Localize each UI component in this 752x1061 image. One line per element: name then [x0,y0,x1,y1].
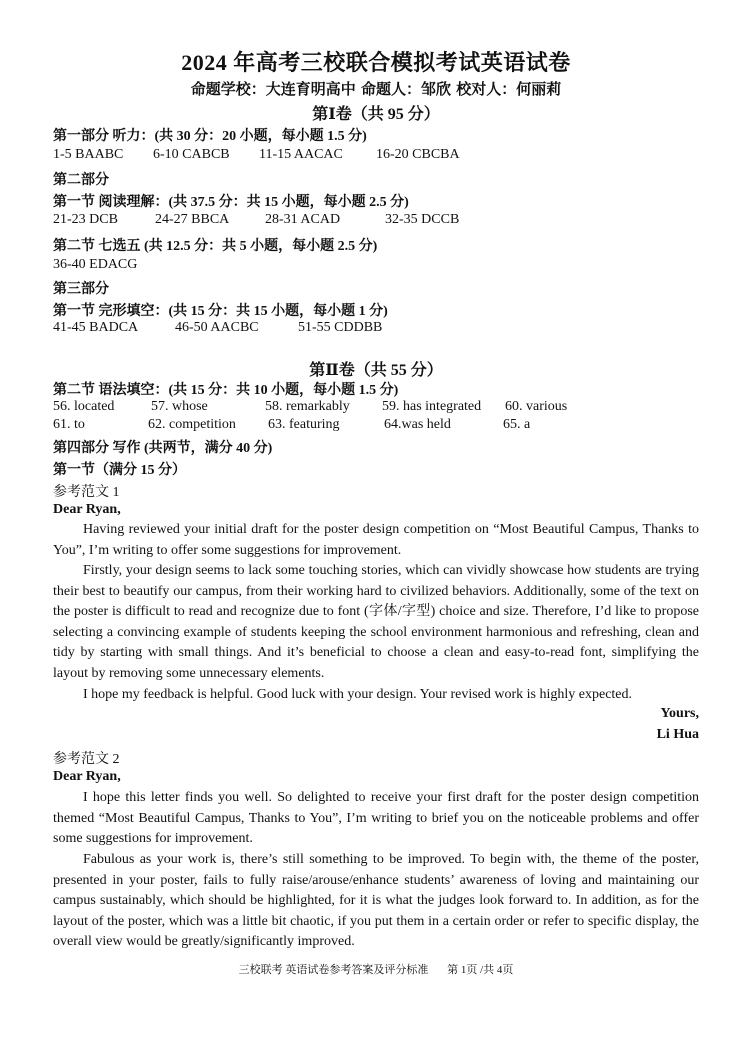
answer-group: 21-23 DCB [53,212,118,227]
grammar-answer: 59. has integrated [382,399,482,414]
sample1-closing: Yours, [660,706,699,721]
answer-group: 24-27 BBCA [155,212,230,227]
answer-group: 46-50 AACBC [175,320,259,335]
answer-group: 51-55 CDDBB [298,320,383,335]
sample2-greeting: Dear Ryan, [53,769,121,784]
footer-text: 三校联考 英语试卷参考答案及评分标准 [238,964,429,976]
page-subtitle: 命题学校：大连育明高中 命题人：邹欣 校对人：何丽莉 [190,80,562,98]
grammar-answer: 60. various [505,399,568,414]
part1-heading: 第一部分 听力：(共 30 分：20 小题，每小题 1.5 分) [53,129,367,144]
part3-heading: 第三部分 [53,282,109,297]
grammar-answer: 58. remarkably [265,399,350,414]
grammar-answer: 56. located [53,399,115,414]
sample1-paragraph [53,561,699,685]
grammar-heading: 第二节 语法填空：(共 15 分：共 10 小题，每小题 1.5 分) [53,383,399,398]
volume-2-heading: 第Ⅱ卷（共 55 分） [309,362,443,379]
sample1-label: 参考范文 1 [53,485,120,500]
paragraph-text: Fabulous as your work is, there’s still something to be improved. To begin with, the theme of the poster, presented in your poster, fails to fully raise/arouse/enhance students’ awareness of loving and maintaining our campus sustainably, which should be highlighted, for it is what the judges look forward to. In addition, as for the layout of the poster, which was a little bit chaotic, if you put them in a certain order or refer to specific display, the overall view would be greatly/significantly improved. [53,852,699,950]
part2-heading: 第二部分 [53,173,109,188]
answer-group: 36-40 EDACG [53,257,138,272]
sample2-label: 参考范文 2 [53,752,120,767]
sample2-paragraph [53,788,699,850]
sample1-signature: Li Hua [656,727,699,742]
seven-choose-five-heading: 第二节 七选五 (共 12.5 分：共 5 小题，每小题 2.5 分) [53,239,378,254]
answer-group: 6-10 CABCB [153,147,230,162]
answer-group: 41-45 BADCA [53,320,139,335]
grammar-answer: 64.was held [384,417,451,432]
sample2-paragraph [53,850,699,953]
grammar-answer: 63. featuring [268,417,340,432]
paragraph-text: Having reviewed your initial draft for the poster design competition on “Most Beautiful Campus, Thanks to You”, I’m writing to offer some suggestions for improvement. [53,522,699,558]
part4-heading: 第四部分 写作 (共两节，满分 40 分) [53,441,273,456]
grammar-answer: 57. whose [151,399,208,414]
page-title: 2024 年高考三校联合模拟考试英语试卷 [181,50,571,75]
sample1-greeting: Dear Ryan, [53,502,121,517]
reading-heading: 第一节 阅读理解：(共 37.5 分：共 15 小题，每小题 2.5 分) [53,195,409,210]
volume-1-heading: 第Ⅰ卷（共 95 分） [312,106,440,123]
cloze-heading: 第一节 完形填空：(共 15 分：共 15 小题，每小题 1 分) [53,304,388,319]
answer-group: 11-15 AACAC [259,147,343,162]
page-footer [0,961,752,977]
answer-group: 1-5 BAABC [53,147,124,162]
writing-section1-heading: 第一节（满分 15 分） [53,463,186,478]
answer-group: 32-35 DCCB [385,212,460,227]
paragraph-text: I hope my feedback is helpful. Good luck with your design. Your revised work is highly expected. [83,687,633,702]
grammar-answer: 62. competition [148,417,236,432]
grammar-answer: 65. a [503,417,531,432]
grammar-answer: 61. to [53,417,85,432]
answer-group: 16-20 CBCBA [376,147,460,162]
paragraph-text: I hope this letter finds you well. So delighted to receive your first draft for the poster design competition themed “Most Beautiful Campus, Thanks to You”, I’m writing to brief you on the noticeable problems and offer some suggestions for improvement. [53,790,699,847]
sample1-paragraph [53,520,699,561]
paragraph-text: Firstly, your design seems to lack some touching stories, which can vividly showcase how students are trying their best to beautify our campus, from their working hard to civilized behaviors. Additionally, some of the text on the poster is difficult to read and recognize due to font (字体/字型) choice and size. Therefore, I’d like to propose selecting a convincing example of students keeping the school environment harmonious and refreshing, clean and tidy by starting with small things. And it’s beneficial to choose a clean and easy-to-read font, simplifying the layout by removing some unnecessary elements. [53,563,699,681]
footer-page-number: 第 1页 /共 4页 [447,964,514,976]
sample1-paragraph [53,685,699,706]
answer-group: 28-31 ACAD [265,212,341,227]
